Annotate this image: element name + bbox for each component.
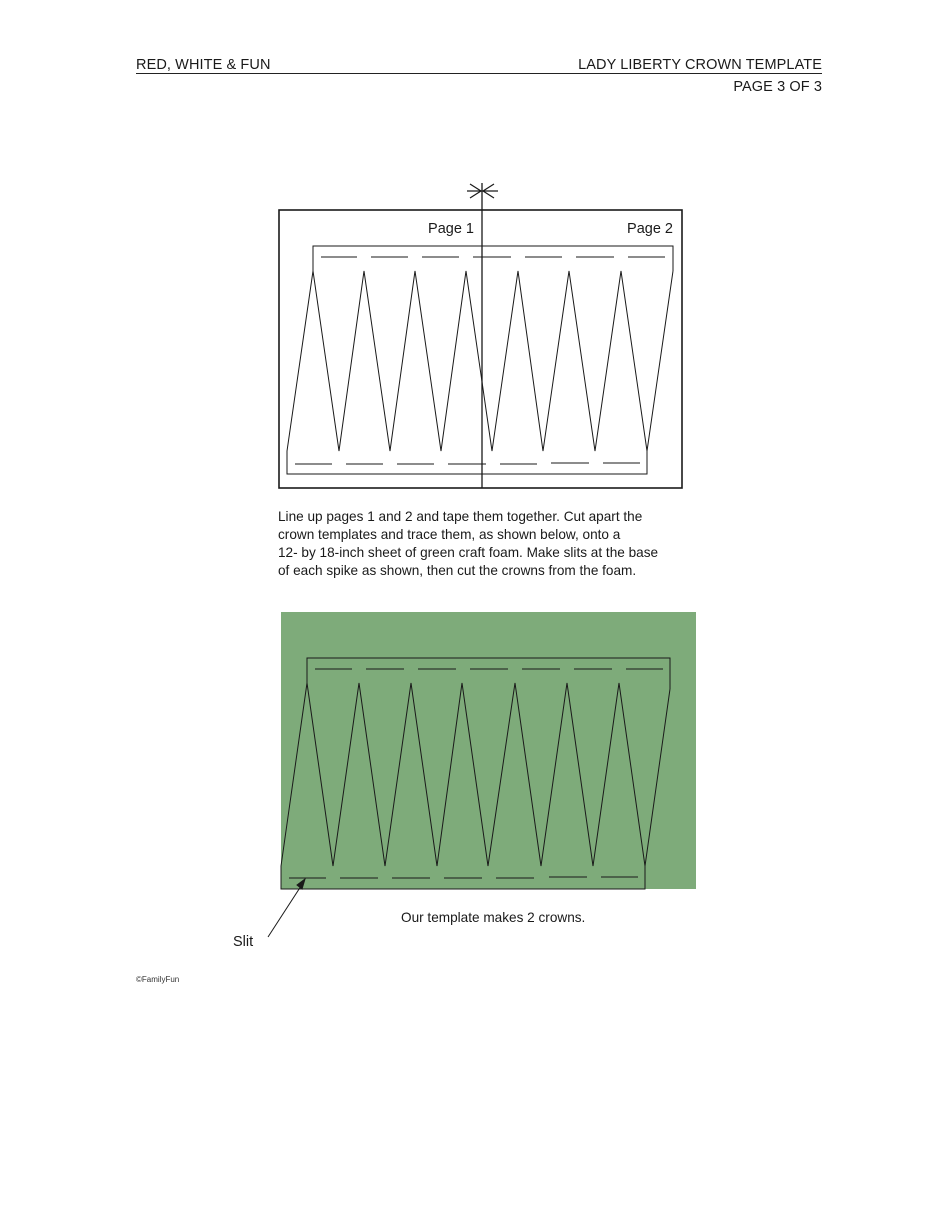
page-1-label: Page 1 — [428, 221, 474, 237]
green-foam-sheet — [281, 612, 696, 889]
header-left-title: RED, WHITE & FUN — [136, 57, 271, 73]
page-2-label: Page 2 — [627, 221, 673, 237]
foam-sheet-diagram — [268, 612, 696, 937]
instructions-line: Line up pages 1 and 2 and tape them together. Cut apart the — [278, 509, 643, 524]
crown-1-outline — [313, 246, 673, 271]
crown-count-caption: Our template makes 2 crowns. — [401, 910, 586, 925]
instructions-line: of each spike as shown, then cut the crowns from the foam. — [278, 563, 637, 578]
instructions-line: crown templates and trace them, as shown below, onto a — [278, 527, 621, 542]
crown-2-outline — [287, 451, 647, 474]
slit-label: Slit — [233, 934, 254, 950]
copyright-notice: ©FamilyFun — [136, 975, 180, 984]
instructions-text — [278, 508, 698, 580]
instructions-line: 12- by 18-inch sheet of green craft foam. Make slits at the base — [278, 545, 659, 560]
crown-2-dash-line — [295, 463, 640, 464]
crown-1-spikes — [287, 271, 673, 474]
taped-pages-diagram — [279, 183, 682, 488]
page-number: PAGE 3 OF 3 — [733, 79, 822, 95]
header-right-title: LADY LIBERTY CROWN TEMPLATE — [578, 57, 822, 73]
